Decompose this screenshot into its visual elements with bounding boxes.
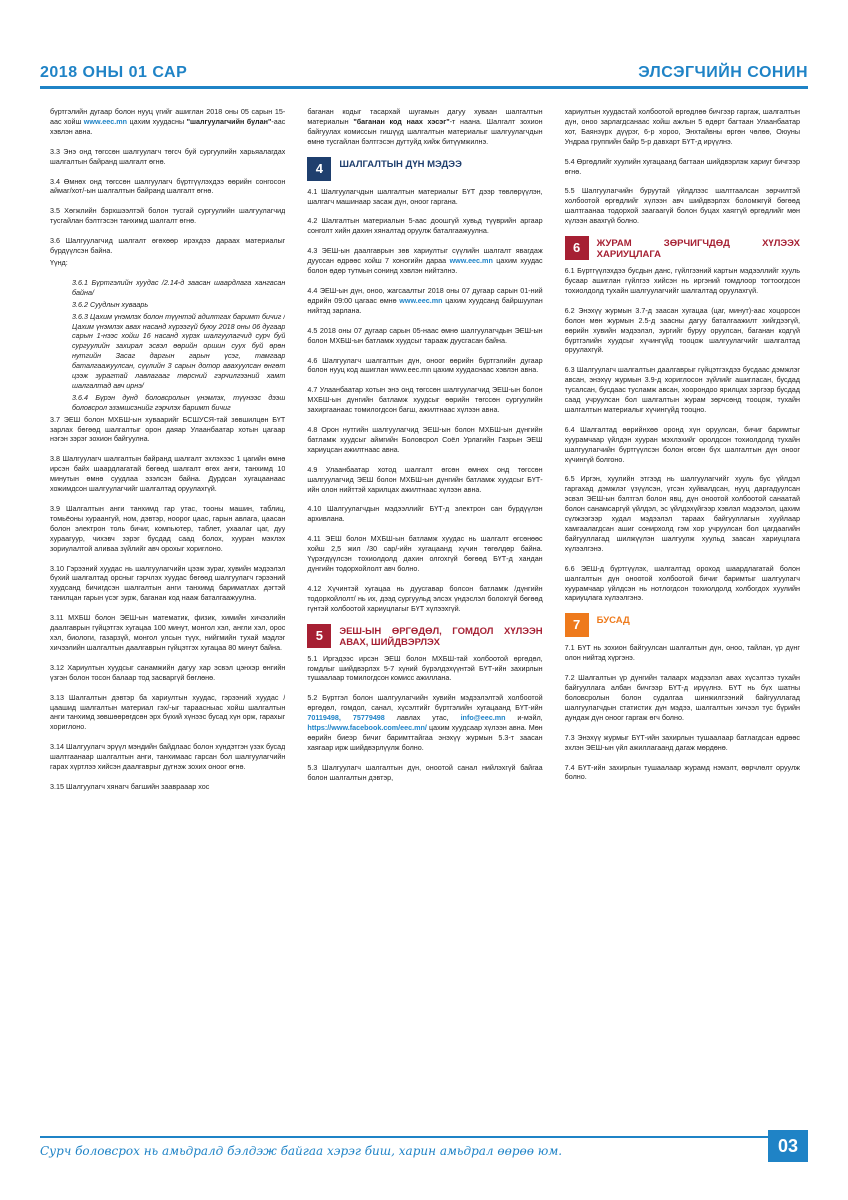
paragraph-5-1: 5.1 Иргэдээс ирсэн ЭЕШ болон МХБШ-тай холбоотой өргөдөл, гомдлыг шийдвэрлэх 5-7 хүний бүрэлдэхүүнтэй БҮТ-ийн захирлын тушаалаар томилогдсон комисс ажиллана. [307, 653, 543, 683]
paragraph-6-5: 6.5 Иргэн, хуулийн этгээд нь шалгуулагчийг хууль бус үйлдэл гаргахад дэмжлэг үзүүлсэн, үгсэн хуйвалдсан, нууц даргадуулсан эсвэл ЭЕШ-ын бэлтгэл болон явц, дүн оноотой холбоотой санаатай болон санамсаргүй үйлдэл, эс үйлдэхүйгээр хэвлэл мэдээлэл, цахим сүлжээгээр худал мэдээлэл тараах байгууллагын хууйлаар хамгаалагдсан ашиг сонирхолд гэм хор учруулсан бол цагдаагийн байгууллагад шилжүүлэн шалгуулж хуульд заасан хариуцлага хүлээлгэнэ. [564, 474, 800, 553]
section-number-6: 6 [565, 236, 589, 260]
phone-link[interactable]: 75779498 [352, 713, 385, 723]
paragraph: хариултын хуудастай холбоотой өргөдлөө бичгээр гаргаж, шалгалтын дүн, оноо зарлагдсанаас хойш ажлын 5 өдөрт багтаан Улаанбаатар хот, Баянзүрх дүүрэг, 6-р хороо, Энхтайвны өргөн чөлөө, Оюуны Ундраа группийн байр 5-р давхарт БҮТ-д ирүүлнэ. [564, 107, 800, 146]
paragraph-3-12: 3.12 Хариултын хуудсыг санамжийн дагуу хар эсвэл цэнхэр өнгийн үзгэн болон тосон балаар тод засваргүй бөглөнө. [50, 662, 286, 682]
paragraph-4-1: 4.1 Шалгуулагчдын шалгалтын материалыг БҮТ дээр төвлөрүүлэн, шалгагч машинаар засаж дүн, оноог гаргана. [307, 186, 543, 206]
paragraph-4-11: 4.11 ЭЕШ болон МХБШ-ын батламж хуудас нь шалгалт өгсөнөөс хойш 2,5 жил /30 сар/-ийн хугацаанд хүчин төгөлдөр байна. Үүрэгдүүлсэн тохиолдолд дахин олгохгүй бөгөөд БҮТ-д хандан дүнгийн тодорхойлолт авч болно. [307, 534, 543, 573]
paragraph-3-6: 3.6 Шалгуулагчид шалгалт өгөхөөр ирэхдээ дараах материалыг бүрдүүлсэн байна. [50, 236, 286, 256]
section-heading-6 [565, 236, 800, 260]
paragraph-5-5: 5.5 Шалгуулагчийн буруутай үйлдлээс шалтгаалсан зөрчилтэй холбоотой өргөдлийг хүлээн авч шийдвэрлэх боломжгүй бөгөөд шалтгаанаа тодорхой заагаагүй болон буцах хаяггүй өргөдлийг мөн хүлээн авахгүй болно. [564, 186, 800, 226]
paragraph-4-6: 4.6 Шалгуулагч шалгалтын дүн, оноог өөрийн бүртгэлийн дугаар болон нууц код ашиглан www.eec.mn цахим хуудаснаас хэвлэн авна. [307, 355, 543, 375]
paragraph-4-2: 4.2 Шалгалтын материалын 5-аас доошгүй хувьд түүврийн аргаар сонголт хийн дахин хяналтад оруулж баталгаажуулна. [307, 216, 543, 236]
paragraph-3-11: 3.11 МХБШ болон ЭЕШ-ын математик, физик, химийн хичээлийн даалгаврын гүйцэтгэх хугацаа 100 минут, монгол хэл, англи хэл, орос хэл, биологи, газарзүй, монгол улсын түүх, нийгмийн тухай мэдлэг хичээлийн шалгалтын даалгаврын гүйцэтгэх хугацаа 80 минут байна. [50, 613, 286, 652]
paragraph-6-4: 6.4 Шалгалтад өөрийнхөө оронд хүн оруулсан, бичиг баримтыг хуурамчаар үйлдэн хууран мэхлэхийг оролдсон тохиолдолд тухайн шалгуулагчийн бүртгүүлсэн болон өгсөн бүх шалгалтын дүн оноог хүчингүй болгоно. [564, 424, 800, 464]
paragraph-3-9: 3.9 Шалгалтын анги танхимд гар утас, тооны машин, таблиц, томьёоны хураангуй, ном, дэвтэр, ноорог цаас, гарын авлага, цаасан болон электрон толь бичиг, компьютер, таблет, ухаалаг цаг, дуу хураагуур, чихэвч зэрэг бусдад саад болох, хууран мэхлэх зориулалтой аливаа зүйлийг авч орохыг хориглоно. [50, 504, 286, 553]
email-link[interactable]: info@eec.mn [460, 713, 506, 723]
section-title-4: ШАЛГАЛТЫН ДҮН МЭДЭЭ [339, 158, 462, 170]
section-heading-5 [307, 624, 542, 648]
paragraph-3-3: 3.3 Энэ онд төгссөн шалгуулагч төгсч буй сургуулийн харьяалагдах шалгалтын байранд шалгалт өгнө. [50, 146, 286, 166]
section-heading-4 [307, 157, 542, 181]
paragraph-6-1: 6.1 Бүртгүүлэхдээ бусдын данс, гүйлгээний картын мэдээллийг хууль бусаар ашиглан гүйлгээ хийсэн нь иргэний гомдлоор тогтоогдсон тохиолдолд тухайн шалгуулагчийг шалгалтад оруулахгүй. [564, 266, 800, 295]
issue-date: 2018 ОНЫ 01 САР [40, 64, 188, 81]
paragraph-7-2: 7.2 Шалгалтын үр дүнгийн талаарх мэдээлэл авах хүсэлтээ тухайн байгууллага албан бичгээр БҮТ-д ирүүлнэ. БҮТ нь бүх шатны боловсролын болон судалгаа шинжилгээний байгууллагад шалгуулагчдын статистик дүн мэдээ, шалгалтын хичээл тус бүрийн дундаж дүн оноог гаргаж өгч болно. [564, 673, 800, 722]
paragraph-4-4: 4.4 ЭЕШ-ын дүн, оноо, жагсаалтыг 2018 оны 07 дугаар сарын 01-ний өдрийн 09:00 цагаас өмнө www.eec.mn цахим хуудсанд байршуулан нийтэд зарлана. [307, 285, 543, 315]
section-number-4: 4 [307, 157, 331, 181]
column-2 [307, 107, 542, 1127]
paragraph-7-4: 7.4 БҮТ-ийн захирлын тушаалаар журамд нэмэлт, өөрчлөлт оруулж болно. [564, 762, 800, 782]
article-body [50, 107, 800, 1127]
paragraph-3-14: 3.14 Шалгуулагч эрүүл мэндийн байдлаас болон хүндэтгэн үзэх бусад шалтгаанаар шалгалтын анги, танхимаас гарсан бол шалгуулагчийн гарах хүртлээ хийсэн даалгаврыг дүгнэж зохих оноог өгнө. [50, 742, 286, 772]
paragraph-3-5: 3.5 Хөгжлийн бэрхшээлтэй болон тусгай сургуулийн шалгуулагчид тусгайлан бэлтгэсэн танхимд шалгалт өгнө. [50, 206, 286, 226]
paragraph-4-12: 4.12 Хүчинтэй хугацаа нь дуусгавар болсон батламж /дүнгийн тодорхойлолт/ нь их, дээд сургуульд элсэх үндэслэл болохгүй бөгөөд гүнтэй холбоотой хариуцлагыг БҮТ хүлээхгүй. [307, 583, 543, 613]
phone-link[interactable]: 70119498 [307, 713, 339, 723]
paragraph-7-3: 7.3 Энэхүү журмыг БҮТ-ийн захирлын тушаалаар батлагдсан өдрөөс эхлэн ЭЕШ-ын үйл ажиллагаанд дагаж мөрдөнө. [564, 732, 800, 752]
sub-list [50, 278, 285, 413]
paragraph-5-4: 5.4 Өргөдлийг хуулийн хугацаанд багтаан шийдвэрлэж хариуг бичгээр өгнө. [564, 156, 800, 176]
website-link[interactable]: www.eec.mn [449, 256, 493, 266]
paragraph-3-7: 3.7 ЭЕШ болон МХБШ-ын хуваарийг БСШУСЯ-тай зөвшилцөн БҮТ зарлах бөгөөд шалгалтыг орон даяар Улаанбаатар хотын цагаар нэгэн зэрэг зохион байгуулна. [50, 414, 286, 444]
newspaper-title: ЭЛСЭГЧИЙН СОНИН [638, 64, 808, 81]
sub-item-3-6-1: 3.6.1 Бүртгэлийн хуудас /2.14-д заасан шаардлага хангасан байна/ [72, 277, 286, 297]
website-link[interactable]: www.eec.mn [399, 295, 443, 305]
paragraph-5-3: 5.3 Шалгуулагч шалгалтын дүн, оноотой санал нийлэхгүй байгаа болон шалгалтын дэвтэр, [307, 762, 543, 782]
paragraph-3-15: 3.15 Шалгуулагч хянагч багшийн зааврааар хос [50, 781, 210, 791]
column-1 [50, 107, 285, 1127]
paragraph-6-6: 6.6 ЭЕШ-д бүртгүүлэх, шалгалтад ороход шаардлагатай болон шалгалтын дүн оноотой холбоотой бичиг баримтыг шалгуулагч хуурамчаар үйлдсэн нь нотлогдсон тохиолдолд холбогдох хуулийн хариуцлага хүлээлгэнэ. [564, 563, 800, 603]
footer-slogan: Сурч боловсрох нь амьдралд бэлдэж байгаа хэрэг биш, харин амьдрал өөрөө юм. [40, 1144, 563, 1158]
paragraph-4-5: 4.5 2018 оны 07 дугаар сарын 05-наас өмнө шалгуулагчдын ЭЕШ-ын болон МХБШ-ын батламж хуудсыг тарааж дуусгасан байна. [307, 325, 543, 345]
paragraph-4-3: 4.3 ЭЕШ-ын даалгаврын зөв хариултыг сүүлийн шалгалт явагдаж дууссан өдрөөс хойш 7 хоногийн дараа www.eec.mn цахим хуудас болон өдөр тутмын сонинд хэвлэн нийтэлнэ. [307, 246, 543, 276]
section-title-6: ЖУРАМ ЗӨРЧИГЧДӨД ХҮЛЭЭХ ХАРИУЦЛАГА [596, 238, 800, 261]
section-heading-7 [565, 613, 800, 637]
page-number: 03 [768, 1130, 808, 1162]
paragraph-6-2: 6.2 Энэхүү журмын 3.7-д заасан хугацаа (цаг, минут)-аас хоцорсон болон мөн журмын 2.5-д заасны дагуу баталгаажилт хийгдээгүй, өөрийн хувийн мэдээлэл, зургийг буруу оруулсан, баганан кодгүй бүртгэлийн хуудсыг хүчингүйд тооцож шалгуулагчийг шалгалтад оруулахгүй. [564, 305, 800, 355]
paragraph-4-7: 4.7 Улаанбаатар хотын энэ онд төгссөн шалгуулагчид ЭЕШ-ын болон МХБШ-ын дүнгийн батламж хуудсыг өөрийн төгссөн сургуулийн захиргаанаас томилогдсон багш, ажилтнаас хүлээн авна. [307, 385, 543, 415]
paragraph-7-1: 7.1 БҮТ нь зохион байгуулсан шалгалтын дүн, оноо, тайлан, үр дүнг олон нийтэд хүргэнэ. [564, 643, 800, 663]
paragraph-3-10: 3.10 Гэрээний хуудас нь шалгуулагчийн цээж зураг, хувийн мэдээлэл бүхий шалгалтад орсныг гэрчлэх хуудас бөгөөд шалгуулагч гэрээний хуудсанд бичигдсэн шалгалтын анги танхимд бариматлах дэгтэй танилцан гарын үсэг зурж, баганан код нааж баталгаажуулна. [50, 563, 286, 603]
paragraph-4-8: 4.8 Орон нутгийн шалгуулагчид ЭЕШ-ын болон МХБШ-ын дүнгийн батламж хуудсыг аймгийн Боловсрол Соёл Урлагийн Газрын ЭЕШ хариуцсан ажилтнаас авна. [307, 425, 543, 454]
sub-item-3-6-4: 3.6.4 Бүрэн дунд боловсролын үнэмлэх, түүнээс дээш боловсрол эзэмшсэнийг гэрчлэх баримт бичиг [72, 392, 286, 412]
page-header [40, 60, 808, 89]
section-title-7: БУСАД [596, 615, 630, 627]
sub-item-3-6-3: 3.6.3 Цахим үнэмлэх болон түүнтэй адилтгах баримт бичиг /Цахим үнэмлэх авах насанд хүрээгүй буюу 2018 оны 06 дугаар сарын 1-нээс хойш 16 насанд хүрэх шалгуулагчид сурч буй сургуулийн захирал эсвэл өөрийн оршин суух буй өрөн нутгийн Засаг даргын гарын үсэг, тамгаар баталгаажуулсан, сүүлийн 3 сарын дотор авахуулсан өнгөт цээж зурагтай лавлагааг төрсний гэрчилгээний хамт шалгалтад авч ирнэ/ [72, 311, 286, 390]
page-footer [0, 1128, 848, 1200]
footer-divider [40, 1136, 776, 1138]
paragraph-3-13: 3.13 Шалгалтын дэвтэр ба хариултын хуудас, гэрээний хуудас /цаашид шалгалтын материал гэх/-ыг тараасныас хойш шалгалтын анги танхимд зөвшөөрөгдсөн эрх бүхий хүнээс бусад хүн орж, гарахыг хориглоно. [50, 692, 286, 732]
paragraph-6-3: 6.3 Шалгуулагч шалгалтын даалгаврыг гүйцэтгэхдээ бусдаас дэмжлэг авсан, энэхүү журмын 3.9-д хориглосон зүйлийг ашигласан, бусдад тусалсан, бусдаас тусламж авсан, хоорондоо ярилцах зэргээр бусдад саад учруулсан бол шалгалтын журам зөрчсөнд тооцож, тухайн шалгалтын материалыг хүчингүйд тооцно. [564, 365, 800, 414]
section-number-7: 7 [565, 613, 589, 637]
paragraph-3-8: 3.8 Шалгуулагч шалгалтын байранд шалгалт эхлэхээс 1 цагийн өмнө ирсэн байх шаардлагатай бөгөөд шалгалт өгөх анги, танхимд 10 минутын өмнө суудлаа эзэлсэн байна. Дурдсан хугацаанаас хожимдсон шалгуулагчийг шалгалтад оруулахгүй. [50, 454, 286, 494]
paragraph-3-4: 3.4 Өмнөх онд төгссөн шалгуулагч бүртгүүлэхдээ өөрийн сонгосон аймаг/хот/-ын шалгалтын байранд шалгалт өгнө. [50, 176, 286, 196]
paragraph-5-2: 5.2 Бүртгэл болон шалгуулагчийн хувийн мэдээлэлтэй холбоотой өргөдөл, гомдол, санал, хүсэлтийг бүртгэлийн хугацаанд БҮТ-ийн 70119498, 75779498 лавлах утас, info@eec.mn и-мэйл, https://www.facebook.com/eec.mn/ цахим хуудсаар хүлээн авна. Мөн өөрийн биеэр бичиг баримттайгаа энэхүү журмын 5.3-т заасан хаягаар ирж шийдвэрлүүлж болно. [307, 693, 543, 752]
paragraph-4-9: 4.9 Улаанбаатар хотод шалгалт өгсөн өмнөх онд төгссөн шалгуулагчид ЭЕШ болон МХБШ-ын дүнгийн батламж хуудсыг БҮТ-ийн олон нийттэй харилцах ажилтнаас хүлээн авна. [307, 464, 543, 494]
sub-item-3-6-2: 3.6.2 Суудлын хуваарь [72, 299, 149, 309]
section-number-5: 5 [307, 624, 331, 648]
paragraph: бүртгэлийн дугаар болон нууц үгийг ашиглан 2018 оны 05 сарын 15-аас хойш www.eec.mn цахим хуудасны "шалгуулагчийн булан"-аас хэвлэн авна. [50, 107, 286, 136]
paragraph-3-6-intro: Үүнд: [50, 257, 68, 267]
website-link[interactable]: www.eec.mn [83, 116, 128, 126]
paragraph-4-10: 4.10 Шалгуулагчдын мэдээллийг БҮТ-д электрон сан бүрдүүлэн архивлана. [307, 504, 543, 524]
facebook-link[interactable]: https://www.facebook.com/eec.mn/ [307, 723, 427, 733]
paragraph: баганан кодыг тасархай шугамын дагуу хуваан шалгалтын материалын "баганан код наах хэсэг"-т наана. Шалгалт зохион байгуулах комиссын гишүүд шалгалтын материалыг шалгуулагчдын өмнө тусгайлан бэлтгэсэн дугтуйд хийж битүүмжилнэ. [307, 107, 543, 146]
column-3 [565, 107, 800, 1127]
section-title-5: ЭЕШ-ЫН ӨРГӨДӨЛ, ГОМДОЛ ХҮЛЭЭН АВАХ, ШИЙДВЭРЛЭХ [339, 625, 543, 648]
